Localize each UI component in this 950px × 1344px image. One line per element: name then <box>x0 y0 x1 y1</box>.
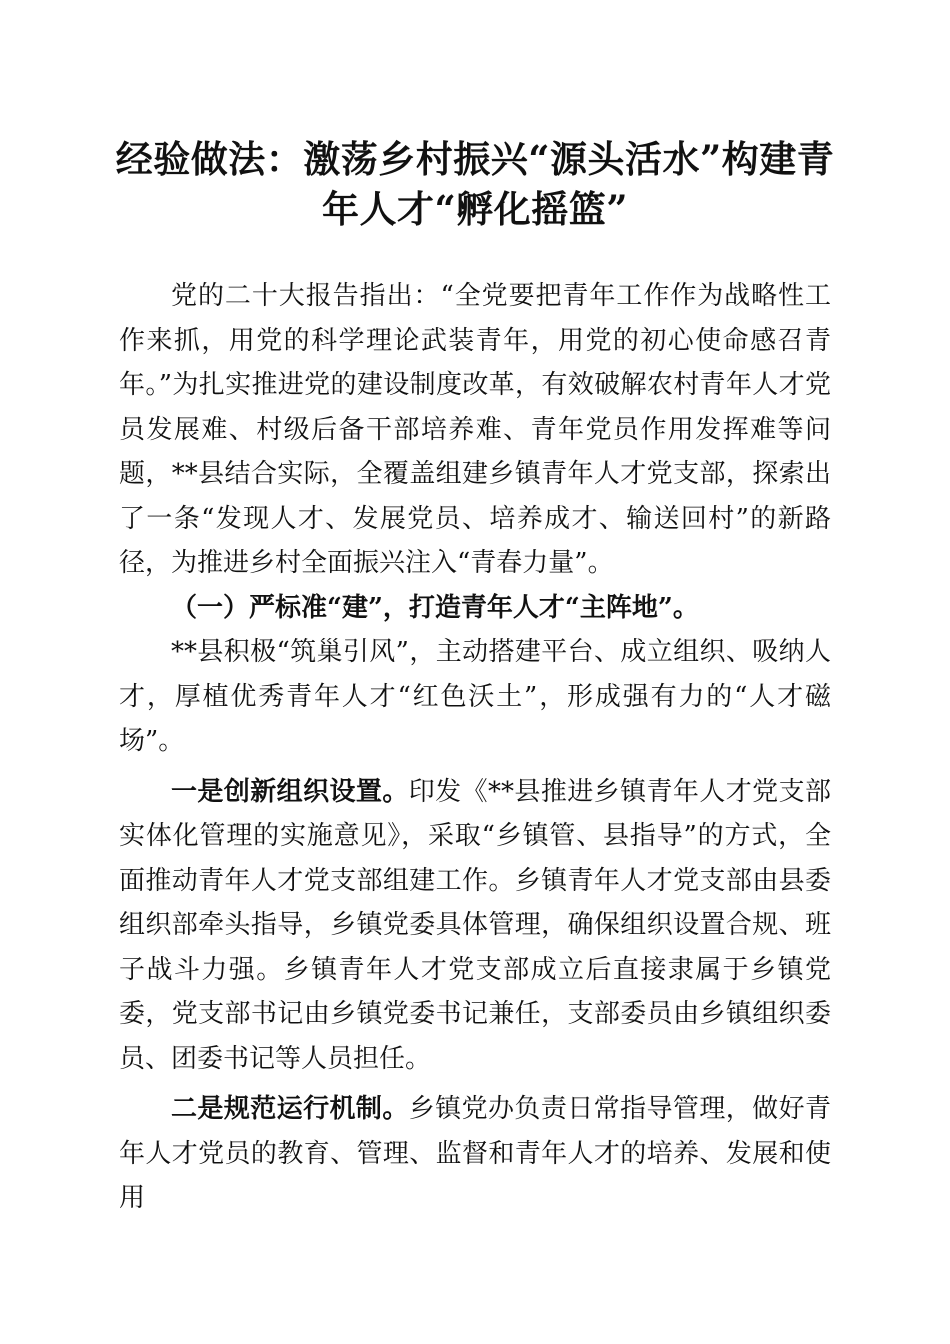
paragraph-text: 印发《**县推进乡镇青年人才党支部实体化管理的实施意见》，采取“乡镇管、县指导”的方式，全面推动青年人才党支部组建工作。乡镇青年人才党支部由县委组织部牵头指导，乡镇党委具体管理，确保组织设置合规、班子战斗力强。乡镇青年人才党支部成立后直接隶属于乡镇党委，党支部书记由乡镇党委书记兼任，支部委员由乡镇组织委员、团委书记等人员担任。 <box>119 776 831 1074</box>
document-title: 经验做法：激荡乡村振兴“源头活水”构建青年人才“孵化摇篮” <box>115 137 835 231</box>
paragraph-text: 党的二十大报告指出：“全党要把青年工作作为战略性工作来抓，用党的科学理论武装青年，用党的初心使命感召青年。”为扎实推进党的建设制度改革，有效破解农村青年人才党员发展难、村级后备干部培养难、青年党员作用发挥难等问题，**县结合实际，全覆盖组建乡镇青年人才党支部，探索出了一条“发现人才、发展党员、培养成才、输送回村”的新路径，为推进乡村全面振兴注入“青春力量”。 <box>119 281 831 578</box>
section-heading-1 <box>119 586 831 631</box>
paragraph-section-summary <box>119 630 831 764</box>
paragraph-point-1 <box>119 770 831 1082</box>
paragraph-lead: 一是创新组织设置。 <box>171 776 409 807</box>
paragraph-text: **县积极“筑巢引风”，主动搭建平台、成立组织、吸纳人才，厚植优秀青年人才“红色沃土”，形成强有力的“人才磁场”。 <box>119 637 831 756</box>
document-body <box>119 274 831 1221</box>
paragraph-point-2 <box>119 1087 831 1221</box>
paragraph-text: 乡镇党办负责日常指导管理，做好青年人才党员的教育、管理、监督和青年人才的培养、发展和使用 <box>119 1094 831 1213</box>
paragraph-lead: （一）严标准“建”，打造青年人才“主阵地”。 <box>171 592 699 623</box>
paragraph-intro <box>119 274 831 586</box>
paragraph-lead: 二是规范运行机制。 <box>171 1094 409 1124</box>
